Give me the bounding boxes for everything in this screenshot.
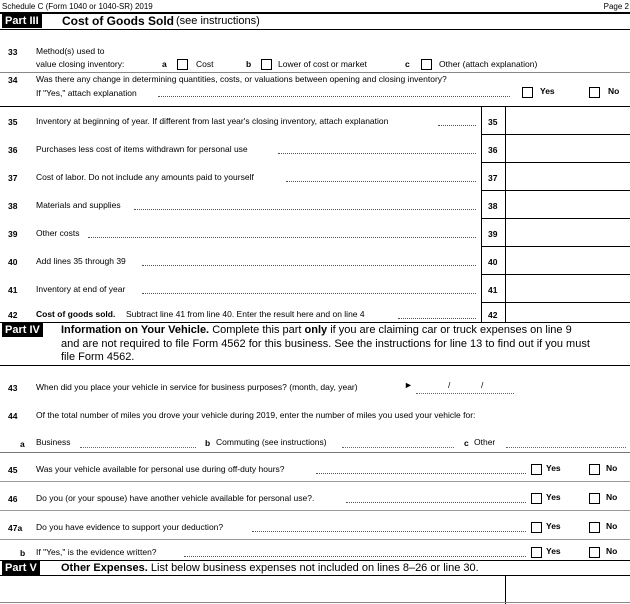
line-33-text1: Method(s) used to — [36, 46, 105, 56]
line-41-box-label: 41 — [488, 285, 498, 295]
line-33-rule — [0, 72, 630, 73]
line-44-text: Of the total number of miles you drove your vehicle during 2019, enter the number of miles you used your vehicle for: — [36, 410, 476, 420]
line-40-leader-dots — [142, 265, 476, 266]
line-47b-leader-dots — [184, 556, 526, 557]
line-34-leader-dots — [158, 96, 510, 97]
line-44b-letter: b — [205, 438, 211, 448]
line-34-number: 34 — [8, 75, 18, 85]
line-34-yes-checkbox[interactable] — [522, 87, 533, 98]
part-iii-rule — [0, 29, 630, 30]
line-38-text: Materials and supplies — [36, 200, 121, 210]
part-v-title: Other Expenses. — [61, 562, 148, 574]
line-36-amount-field[interactable] — [506, 135, 630, 162]
line-33-number: 33 — [8, 47, 18, 57]
line-37-row — [0, 163, 630, 191]
line-33-option-b-letter: b — [246, 59, 252, 69]
line-43-date-field[interactable] — [416, 393, 514, 394]
line-47b-text: If "Yes," is the evidence written? — [36, 547, 157, 557]
line-38-box-label: 38 — [488, 201, 498, 211]
line-39-row — [0, 219, 630, 247]
part-iv-desc-1: Complete this part — [212, 324, 302, 336]
line-41-text: Inventory at end of year — [36, 284, 126, 294]
line-37-leader-dots — [286, 181, 476, 182]
line-45-number: 45 — [8, 465, 18, 475]
line-36-box-label: 36 — [488, 145, 498, 155]
part-iii-label: Part III — [2, 14, 42, 28]
line-34-yes-label: Yes — [540, 86, 555, 96]
business-miles-field[interactable] — [80, 447, 196, 448]
part-v-description: List below business expenses not included on lines 8–26 or line 30. — [150, 562, 479, 574]
line-33-lower-of-cost-label: Lower of cost or market — [278, 59, 367, 69]
part-iv-desc-3: and are not required to file Form 4562 for this business. See the instructions for line 13 to find out if you must — [61, 338, 590, 350]
line-45-row — [0, 453, 630, 481]
line-37-number: 37 — [8, 173, 18, 183]
line-45-no-checkbox[interactable] — [589, 464, 600, 475]
line-47a-number: 47a — [8, 523, 23, 533]
line-47a-no-label: No — [606, 521, 618, 531]
line-40-amount-field[interactable] — [506, 247, 630, 274]
line-33-other-checkbox[interactable] — [421, 59, 432, 70]
part-v-amount-divider — [505, 576, 506, 604]
line-46-number: 46 — [8, 494, 18, 504]
line-41-number: 41 — [8, 285, 18, 295]
line-45-no-label: No — [606, 463, 618, 473]
line-37-amount-field[interactable] — [506, 163, 630, 190]
line-47b-row — [0, 540, 630, 560]
line-42-text: Subtract line 41 from line 40. Enter the result here and on line 4 — [126, 309, 365, 319]
line-40-box-label: 40 — [488, 257, 498, 267]
line-47a-no-checkbox[interactable] — [589, 522, 600, 533]
part-iv-label: Part IV — [2, 323, 43, 337]
line-34-no-label: No — [608, 86, 620, 96]
line-39-leader-dots — [88, 237, 476, 238]
line-37-box-label: 37 — [488, 173, 498, 183]
part-iv-desc-only: only — [304, 324, 328, 336]
line-46-row — [0, 482, 630, 510]
part-v-expense-amount-field[interactable] — [507, 577, 629, 601]
part-iv-title: Information on Your Vehicle. — [61, 324, 210, 336]
part-iii-note: (see instructions) — [176, 15, 260, 27]
line-46-no-checkbox[interactable] — [589, 493, 600, 504]
line-47b-yes-label: Yes — [546, 546, 561, 556]
line-35-box-label: 35 — [488, 117, 498, 127]
line-39-number: 39 — [8, 229, 18, 239]
line-33-option-a-letter: a — [162, 59, 167, 69]
line-47b-yes-checkbox[interactable] — [531, 547, 542, 558]
line-44b-label: Commuting (see instructions) — [216, 437, 327, 447]
line-33-other-label: Other (attach explanation) — [439, 59, 538, 69]
line-35-row — [0, 107, 630, 135]
part-iii-title: Cost of Goods Sold — [62, 14, 174, 28]
line-34-text2: If "Yes," attach explanation — [36, 88, 137, 98]
part-iv-description — [61, 324, 629, 336]
line-44a-label: Business — [36, 437, 71, 447]
line-47a-yes-label: Yes — [546, 521, 561, 531]
line-34-text1: Was there any change in determining quantities, costs, or valuations between opening and closing inventory? — [36, 74, 447, 84]
part-iv-desc-2: if you are claiming car or truck expenses on line 9 — [330, 324, 572, 336]
line-46-leader-dots — [346, 502, 526, 503]
line-46-yes-label: Yes — [546, 492, 561, 502]
line-43-date-separator-1: / — [448, 380, 451, 390]
line-43-text: When did you place your vehicle in service for business purposes? (month, day, year) — [36, 382, 358, 392]
line-43-arrow-icon: ► — [404, 380, 413, 390]
line-44c-label: Other — [474, 437, 496, 447]
line-38-amount-field[interactable] — [506, 191, 630, 218]
line-38-row — [0, 191, 630, 219]
part-iii-bottom-rule — [0, 322, 630, 323]
line-44c-letter: c — [464, 438, 469, 448]
part-v-bottom-rule — [0, 602, 630, 603]
part-iv-bottom-rule — [0, 560, 630, 561]
line-41-amount-field[interactable] — [506, 275, 630, 302]
part-iv-desc-4: file Form 4562. — [61, 351, 135, 363]
line-34-no-checkbox[interactable] — [589, 87, 600, 98]
line-40-row — [0, 247, 630, 275]
page-number: Page 2 — [603, 2, 629, 11]
part-v-heading — [61, 562, 479, 574]
line-47a-row — [0, 511, 630, 539]
line-40-text: Add lines 35 through 39 — [36, 256, 126, 266]
line-45-yes-label: Yes — [546, 463, 561, 473]
line-33-text2: value closing inventory: — [36, 59, 125, 69]
line-42-number: 42 — [8, 310, 18, 320]
line-39-box-label: 39 — [488, 229, 498, 239]
line-44a-letter: a — [20, 439, 25, 449]
line-39-text: Other costs — [36, 228, 80, 238]
line-42-row — [0, 303, 630, 322]
line-46-no-label: No — [606, 492, 618, 502]
line-33-option-c-letter: c — [405, 59, 410, 69]
line-43-date-separator-2: / — [481, 380, 484, 390]
line-46-yes-checkbox[interactable] — [531, 493, 542, 504]
line-38-leader-dots — [134, 209, 476, 210]
line-42-box-label: 42 — [488, 310, 498, 320]
line-33-cost-checkbox[interactable] — [177, 59, 188, 70]
part-iv-rule — [0, 365, 630, 366]
line-42-amount-field[interactable] — [506, 303, 630, 322]
line-39-amount-field[interactable] — [506, 219, 630, 246]
part-v-label: Part V — [2, 561, 40, 575]
part-v-expense-description-field[interactable] — [0, 577, 504, 601]
line-41-leader-dots — [142, 293, 476, 294]
line-47a-text: Do you have evidence to support your deduction? — [36, 522, 224, 532]
line-45-text: Was your vehicle available for personal use during off-duty hours? — [36, 464, 285, 474]
line-35-leader-dots — [438, 125, 476, 126]
form-id: Schedule C (Form 1040 or 1040-SR) 2019 — [2, 2, 153, 11]
other-miles-field[interactable] — [506, 447, 626, 448]
line-37-text: Cost of labor. Do not include any amounts paid to yourself — [36, 172, 254, 182]
line-46-text: Do you (or your spouse) have another vehicle available for personal use?. — [36, 493, 315, 503]
commuting-miles-field[interactable] — [342, 447, 454, 448]
line-43-number: 43 — [8, 383, 18, 393]
line-42-bold-text: Cost of goods sold. — [36, 309, 116, 319]
line-33-cost-label: Cost — [196, 59, 214, 69]
line-36-text: Purchases less cost of items withdrawn for personal use — [36, 144, 248, 154]
line-35-number: 35 — [8, 117, 18, 127]
line-47b-letter: b — [20, 548, 26, 558]
line-45-leader-dots — [316, 473, 526, 474]
line-44-number: 44 — [8, 411, 18, 421]
line-36-row — [0, 135, 630, 163]
line-36-number: 36 — [8, 145, 18, 155]
line-36-leader-dots — [278, 153, 476, 154]
part-v-rule — [0, 575, 630, 576]
line-47a-yes-checkbox[interactable] — [531, 522, 542, 533]
line-38-number: 38 — [8, 201, 18, 211]
line-45-yes-checkbox[interactable] — [531, 464, 542, 475]
line-47b-no-checkbox[interactable] — [589, 547, 600, 558]
line-33-lower-of-cost-checkbox[interactable] — [261, 59, 272, 70]
line-40-number: 40 — [8, 257, 18, 267]
line-47a-leader-dots — [252, 531, 526, 532]
line-35-amount-field[interactable] — [506, 107, 630, 134]
line-47b-no-label: No — [606, 546, 618, 556]
line-41-row — [0, 275, 630, 303]
line-35-text: Inventory at beginning of year. If different from last year's closing inventory, attach explanation — [36, 116, 389, 126]
line-42-leader-dots — [398, 318, 476, 319]
